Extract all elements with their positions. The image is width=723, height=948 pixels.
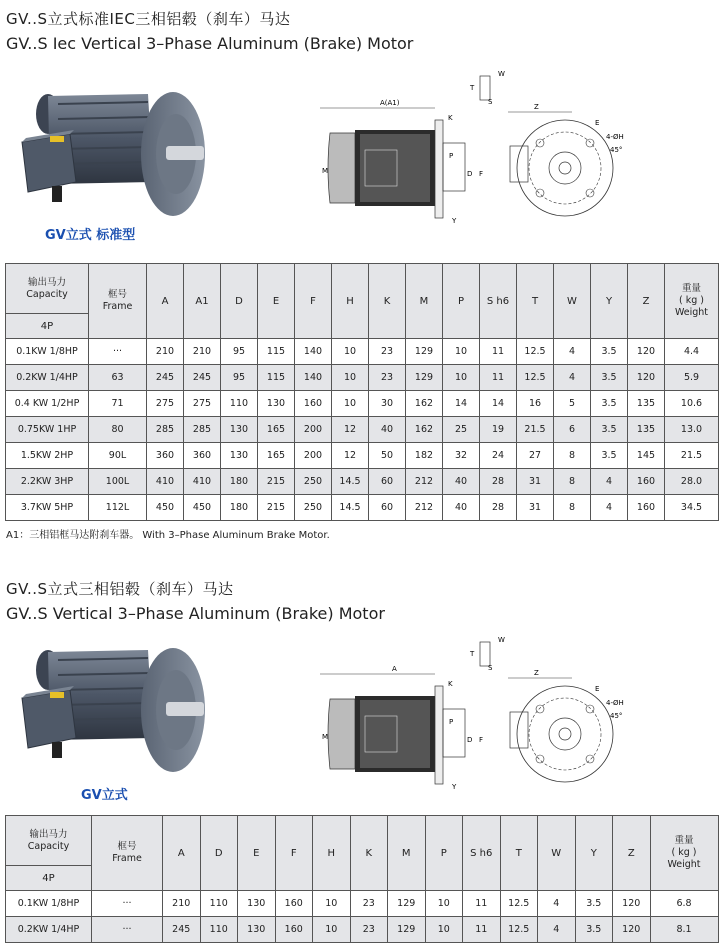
weight-cell: 13.0	[665, 417, 719, 443]
dimension-cell: 360	[184, 443, 221, 469]
dimension-cell: 19	[480, 417, 517, 443]
col-header-t: T	[500, 816, 538, 891]
dim-label-w: W	[498, 636, 505, 644]
dim-label-z: Z	[534, 103, 539, 111]
col-header-p: P	[425, 816, 463, 891]
dimension-cell: 182	[406, 443, 443, 469]
dimension-cell: 10	[332, 391, 369, 417]
dimension-cell: 135	[628, 391, 665, 417]
dimension-cell: 14	[480, 391, 517, 417]
dimension-cell: 28	[480, 495, 517, 521]
dimension-cell: 129	[406, 339, 443, 365]
dim-label-a: A(A1)	[380, 99, 400, 107]
dimension-cell: 50	[369, 443, 406, 469]
dimension-cell: 110	[200, 891, 238, 917]
dimension-cell: 129	[406, 365, 443, 391]
dimension-cell: 31	[517, 469, 554, 495]
dim-label-angle: 45°	[610, 712, 623, 720]
col-header-k: K	[350, 816, 388, 891]
dimension-cell: 3.5	[575, 891, 613, 917]
pole-header: 4P	[6, 314, 89, 339]
dim-label-e: E	[595, 685, 600, 693]
dimension-cell: 12.5	[500, 891, 538, 917]
dim-label-z: Z	[534, 669, 539, 677]
dimension-cell: 11	[463, 917, 501, 943]
dimension-cell: 3.5	[591, 365, 628, 391]
frame-cell: 80	[89, 417, 147, 443]
section1-title-en: GV..S Iec Vertical 3–Phase Aluminum (Brake) Motor	[6, 34, 414, 53]
dim-label-m: M	[322, 733, 329, 741]
col-header-y: Y	[591, 264, 628, 339]
capacity-cell: 3.7KW 5HP	[6, 495, 89, 521]
dimension-cell: 129	[388, 917, 426, 943]
col-header-p: P	[443, 264, 480, 339]
motor-photo	[18, 84, 208, 219]
dimension-cell: 110	[200, 917, 238, 943]
dimension-cell: 10	[425, 891, 463, 917]
dimension-cell: 10	[313, 917, 351, 943]
weight-cell: 4.4	[665, 339, 719, 365]
table-row	[6, 365, 719, 391]
table-row	[6, 917, 719, 943]
col-header-z: Z	[628, 264, 665, 339]
dim-label-s: S	[488, 98, 493, 106]
dimension-cell: 145	[628, 443, 665, 469]
weight-header: 重量 ( kg ) Weight	[665, 264, 719, 339]
dimension-cell: 10	[332, 339, 369, 365]
dimension-cell: 10	[313, 891, 351, 917]
col-header-y: Y	[575, 816, 613, 891]
col-header-w: W	[538, 816, 576, 891]
col-header-a: A	[147, 264, 184, 339]
table-row	[6, 417, 719, 443]
dimension-cell: 360	[147, 443, 184, 469]
col-header-d: D	[200, 816, 238, 891]
dim-label-d: D	[467, 736, 473, 744]
dimension-cell: 14.5	[332, 469, 369, 495]
dimension-cell: 11	[463, 891, 501, 917]
dim-label-m: M	[322, 167, 329, 175]
dimension-cell: 4	[591, 495, 628, 521]
table-row	[6, 391, 719, 417]
dim-label-angle: 45°	[610, 146, 623, 154]
table-row	[6, 495, 719, 521]
section2-title-en: GV..S Vertical 3–Phase Aluminum (Brake) Motor	[6, 604, 385, 623]
dimension-cell: 250	[295, 469, 332, 495]
dimension-cell: 130	[238, 891, 276, 917]
col-header-f: F	[275, 816, 313, 891]
col-header-t: T	[517, 264, 554, 339]
dimension-cell: 8	[554, 469, 591, 495]
dimension-cell: 95	[221, 365, 258, 391]
dimension-cell: 5	[554, 391, 591, 417]
dimension-cell: 28	[480, 469, 517, 495]
dimension-cell: 23	[369, 365, 406, 391]
dim-label-f: F	[479, 170, 484, 178]
dimension-cell: 200	[295, 417, 332, 443]
table-row	[6, 891, 719, 917]
col-header-a1: A1	[184, 264, 221, 339]
dimension-cell: 215	[258, 469, 295, 495]
dimension-cell: 180	[221, 495, 258, 521]
dimension-cell: 245	[163, 917, 201, 943]
dim-label-w: W	[498, 70, 505, 78]
dimension-cell: 162	[406, 391, 443, 417]
col-header-z: Z	[613, 816, 651, 891]
frame-cell: ···	[92, 917, 163, 943]
dimension-cell: 14	[443, 391, 480, 417]
section2-dimension-drawing	[310, 634, 630, 796]
dimension-cell: 120	[628, 365, 665, 391]
weight-cell: 34.5	[665, 495, 719, 521]
dimension-cell: 3.5	[575, 917, 613, 943]
section1-spec-table	[5, 263, 719, 521]
frame-cell: 71	[89, 391, 147, 417]
dimension-cell: 120	[613, 917, 651, 943]
section2-title-cn: GV..S立式三相铝毂（刹车）马达	[6, 580, 234, 598]
col-header-w: W	[554, 264, 591, 339]
dimension-cell: 140	[295, 339, 332, 365]
dimension-cell: 4	[538, 891, 576, 917]
dimension-cell: 8	[554, 495, 591, 521]
dimension-cell: 115	[258, 365, 295, 391]
weight-cell: 21.5	[665, 443, 719, 469]
dimension-cell: 450	[184, 495, 221, 521]
dimension-cell: 24	[480, 443, 517, 469]
dim-label-s: S	[488, 664, 493, 672]
dimension-cell: 10	[332, 365, 369, 391]
frame-header: 框号 Frame	[92, 816, 163, 891]
dimension-cell: 410	[147, 469, 184, 495]
weight-header: 重量 ( kg ) Weight	[650, 816, 718, 891]
section2-spec-table	[5, 815, 719, 943]
dimension-cell: 130	[258, 391, 295, 417]
frame-cell: 100L	[89, 469, 147, 495]
dimension-cell: 130	[221, 417, 258, 443]
dimension-cell: 32	[443, 443, 480, 469]
dimension-cell: 245	[184, 365, 221, 391]
frame-cell: 112L	[89, 495, 147, 521]
dimension-cell: 3.5	[591, 443, 628, 469]
dimension-cell: 30	[369, 391, 406, 417]
dimension-cell: 160	[295, 391, 332, 417]
dimension-cell: 450	[147, 495, 184, 521]
dimension-cell: 162	[406, 417, 443, 443]
capacity-cell: 0.2KW 1/4HP	[6, 917, 92, 943]
dimension-cell: 14.5	[332, 495, 369, 521]
dim-label-p: P	[449, 152, 454, 160]
dimension-cell: 3.5	[591, 417, 628, 443]
weight-cell: 6.8	[650, 891, 718, 917]
capacity-cell: 0.2KW 1/4HP	[6, 365, 89, 391]
motor-photo	[18, 640, 208, 775]
col-header-m: M	[406, 264, 443, 339]
dimension-cell: 120	[628, 339, 665, 365]
dim-label-holes: 4-ØH	[606, 133, 624, 141]
dimension-cell: 23	[369, 339, 406, 365]
dimension-cell: 180	[221, 469, 258, 495]
capacity-header: 输出马力 Capacity	[6, 264, 89, 314]
dim-label-d: D	[467, 170, 473, 178]
dimension-cell: 12.5	[517, 365, 554, 391]
dimension-cell: 130	[238, 917, 276, 943]
dimension-cell: 25	[443, 417, 480, 443]
dimension-cell: 160	[275, 917, 313, 943]
dim-label-e: E	[595, 119, 600, 127]
dimension-cell: 410	[184, 469, 221, 495]
dimension-cell: 4	[591, 469, 628, 495]
dimension-cell: 6	[554, 417, 591, 443]
dimension-cell: 4	[554, 339, 591, 365]
weight-cell: 28.0	[665, 469, 719, 495]
weight-cell: 10.6	[665, 391, 719, 417]
capacity-cell: 0.75KW 1HP	[6, 417, 89, 443]
dimension-cell: 8	[554, 443, 591, 469]
dim-label-p: P	[449, 718, 454, 726]
col-header-e: E	[238, 816, 276, 891]
col-header-s: S h6	[463, 816, 501, 891]
dimension-cell: 250	[295, 495, 332, 521]
dimension-cell: 4	[554, 365, 591, 391]
dimension-cell: 165	[258, 417, 295, 443]
capacity-cell: 0.4 KW 1/2HP	[6, 391, 89, 417]
section1-title-cn: GV..S立式标准IEC三相铝毂（刹车）马达	[6, 10, 291, 28]
dimension-cell: 11	[480, 365, 517, 391]
dimension-cell: 12	[332, 417, 369, 443]
dimension-cell: 135	[628, 417, 665, 443]
pole-header: 4P	[6, 866, 92, 891]
section1-dimension-drawing	[310, 68, 630, 230]
capacity-cell: 0.1KW 1/8HP	[6, 339, 89, 365]
dimension-cell: 120	[613, 891, 651, 917]
dimension-cell: 16	[517, 391, 554, 417]
dimension-cell: 23	[350, 917, 388, 943]
frame-cell: 90L	[89, 443, 147, 469]
col-header-h: H	[332, 264, 369, 339]
dim-label-k: K	[448, 114, 453, 122]
dim-label-k: K	[448, 680, 453, 688]
section1-note: A1：三相铝框马达附刹车器。 With 3–Phase Aluminum Brake Motor.	[6, 530, 330, 541]
frame-header: 框号 Frame	[89, 264, 147, 339]
dimension-cell: 3.5	[591, 391, 628, 417]
col-header-d: D	[221, 264, 258, 339]
dimension-cell: 60	[369, 469, 406, 495]
dimension-cell: 215	[258, 495, 295, 521]
weight-cell: 8.1	[650, 917, 718, 943]
frame-cell: 63	[89, 365, 147, 391]
dim-label-holes: 4-ØH	[606, 699, 624, 707]
dimension-cell: 10	[443, 339, 480, 365]
dimension-cell: 200	[295, 443, 332, 469]
col-header-m: M	[388, 816, 426, 891]
dimension-cell: 129	[388, 891, 426, 917]
dimension-cell: 140	[295, 365, 332, 391]
dimension-cell: 11	[480, 339, 517, 365]
col-header-h: H	[313, 816, 351, 891]
dimension-cell: 95	[221, 339, 258, 365]
dimension-cell: 115	[258, 339, 295, 365]
dimension-cell: 60	[369, 495, 406, 521]
dimension-cell: 40	[443, 495, 480, 521]
dimension-cell: 3.5	[591, 339, 628, 365]
col-header-k: K	[369, 264, 406, 339]
weight-cell: 5.9	[665, 365, 719, 391]
section1-caption: GV立式 标准型	[45, 228, 136, 243]
table-row	[6, 443, 719, 469]
dim-label-y: Y	[452, 783, 457, 791]
dimension-cell: 212	[406, 469, 443, 495]
dimension-cell: 275	[147, 391, 184, 417]
dimension-cell: 210	[184, 339, 221, 365]
table-row	[6, 469, 719, 495]
dim-label-y: Y	[452, 217, 457, 225]
dimension-cell: 245	[147, 365, 184, 391]
dimension-cell: 23	[350, 891, 388, 917]
capacity-cell: 0.1KW 1/8HP	[6, 891, 92, 917]
dimension-cell: 12	[332, 443, 369, 469]
dimension-cell: 40	[369, 417, 406, 443]
col-header-e: E	[258, 264, 295, 339]
dimension-cell: 12.5	[517, 339, 554, 365]
col-header-f: F	[295, 264, 332, 339]
capacity-cell: 1.5KW 2HP	[6, 443, 89, 469]
dimension-cell: 21.5	[517, 417, 554, 443]
section2-caption: GV立式	[81, 788, 128, 803]
table-header-row	[6, 264, 719, 314]
frame-cell: ···	[89, 339, 147, 365]
dimension-cell: 12.5	[500, 917, 538, 943]
dimension-cell: 160	[275, 891, 313, 917]
capacity-header: 输出马力 Capacity	[6, 816, 92, 866]
dimension-cell: 285	[184, 417, 221, 443]
dimension-cell: 165	[258, 443, 295, 469]
dimension-cell: 110	[221, 391, 258, 417]
col-header-a: A	[163, 816, 201, 891]
capacity-cell: 2.2KW 3HP	[6, 469, 89, 495]
dimension-cell: 160	[628, 495, 665, 521]
dimension-cell: 212	[406, 495, 443, 521]
table-row	[6, 339, 719, 365]
dimension-cell: 130	[221, 443, 258, 469]
dim-label-f: F	[479, 736, 484, 744]
dimension-cell: 10	[425, 917, 463, 943]
dimension-cell: 31	[517, 495, 554, 521]
dimension-cell: 10	[443, 365, 480, 391]
dim-label-t: T	[470, 650, 475, 658]
dimension-cell: 210	[163, 891, 201, 917]
frame-cell: ···	[92, 891, 163, 917]
dimension-cell: 40	[443, 469, 480, 495]
dimension-cell: 275	[184, 391, 221, 417]
dimension-cell: 210	[147, 339, 184, 365]
dim-label-a: A	[392, 665, 397, 673]
dimension-cell: 27	[517, 443, 554, 469]
dimension-cell: 160	[628, 469, 665, 495]
table-header-row	[6, 816, 719, 866]
col-header-s: S h6	[480, 264, 517, 339]
dimension-cell: 4	[538, 917, 576, 943]
dim-label-t: T	[470, 84, 475, 92]
dimension-cell: 285	[147, 417, 184, 443]
